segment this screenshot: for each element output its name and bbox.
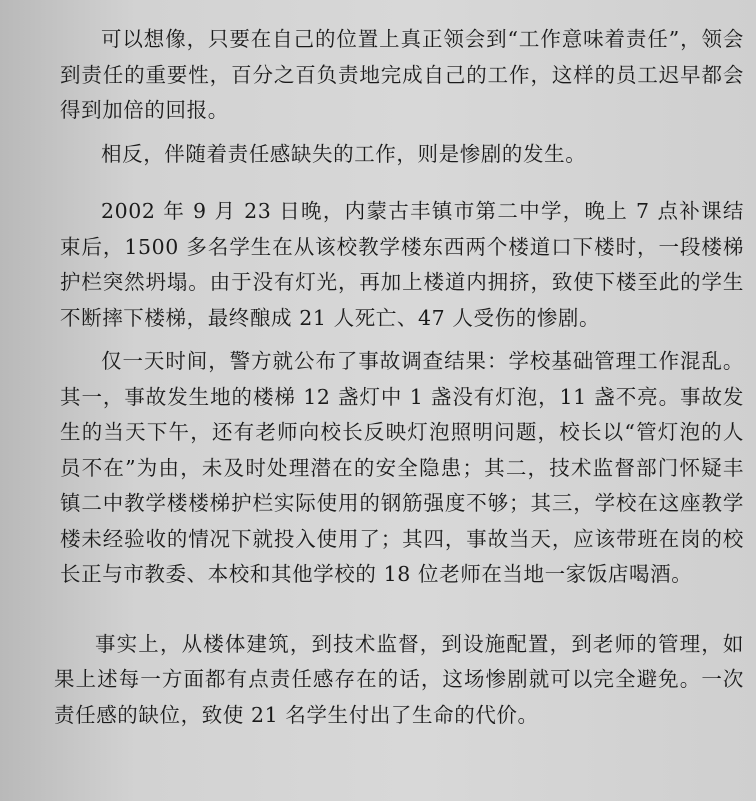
paragraph-4: 仅一天时间，警方就公布了事故调查结果：学校基础管理工作混乱。其一，事故发生地的楼梯 12 盏灯中 1 盏没有灯泡，11 盏不亮。事故发生的当天下午，还有老师向校长反映灯泡照明问题，校长以“管灯泡的人员不在”为由，未及时处理潜在的安全隐患；其二，技术监督部门怀疑丰镇二中教学楼楼梯护栏实际使用的钢筋强度不够；其三，学校在这座教学楼未经验收的情况下就投入使用了；其四，事故当天，应该带班在岗的校长正与市教委、本校和其他学校的 18 位老师在当地一家饭店喝酒。: [60, 349, 744, 586]
paragraph-5: 事实上，从楼体建筑，到技术监督，到设施配置，到老师的管理，如果上述每一方面都有点责任感存在的话，这场惨剧就可以完全避免。一次责任感的缺位，致使 21 名学生付出了生命的代价。: [54, 631, 744, 727]
paragraph-1: 可以想像，只要在自己的位置上真正领会到“工作意味着责任”，领会到责任的重要性，百分之百负责地完成自己的工作，这样的员工迟早都会得到加倍的回报。: [60, 27, 744, 122]
paragraph-2: 相反，伴随着责任感缺失的工作，则是惨剧的发生。: [101, 141, 587, 166]
paragraph-3: 2002 年 9 月 23 日晚，内蒙古丰镇市第二中学，晚上 7 点补课结束后，1500 多名学生在从该校教学楼东西两个楼道口下楼时，一段楼梯护栏突然坍塌。由于没有灯光，再加上楼道内拥挤，致使下楼至此的学生不断摔下楼梯，最终酿成 21 人死亡、47 人受伤的惨剧。: [60, 199, 744, 330]
